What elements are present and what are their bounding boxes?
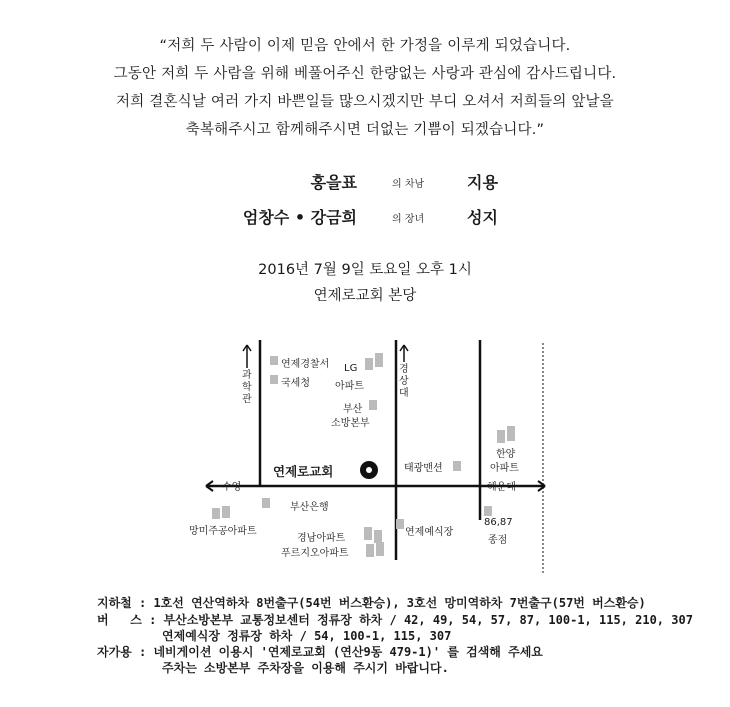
place-bus-1: 86,87 bbox=[484, 517, 513, 528]
directions-bus: 버 스 : 부산소방본부 교통정보센터 정류장 하차 / 42, 49, 54, 57, 87, 100-1, 115, 210, 307 bbox=[97, 613, 693, 627]
place-hanyang-2: 아파트 bbox=[490, 463, 519, 474]
place-prugio: 푸르지오아파트 bbox=[281, 548, 349, 559]
message-line-2: 그동안 저희 두 사람을 위해 베풀어주신 한량없는 사랑과 관심에 감사드립니다. bbox=[113, 66, 617, 82]
venue-label: 연제로교회 bbox=[273, 464, 334, 479]
place-fire-2: 소방본부 bbox=[331, 418, 370, 429]
message-line-1: “저희 두 사람이 이제 믿음 안에서 한 가정을 이루게 되었습니다. bbox=[159, 38, 571, 54]
place-mangmi: 망미주공아파트 bbox=[189, 526, 257, 537]
place-tax-office: 국세청 bbox=[281, 378, 310, 389]
bride-parents: 엄창수 • 강금희 bbox=[242, 208, 357, 227]
bride-relation: 의 장녀 bbox=[392, 214, 425, 225]
message-line-3: 저희 결혼식날 여러 가지 바쁜일들 많으시겠지만 부디 오셔서 저희들의 앞날을 bbox=[116, 94, 614, 110]
bride-name: 성지 bbox=[467, 208, 498, 227]
place-busan-bank: 부산은행 bbox=[290, 502, 329, 513]
place-lg-2: 아파트 bbox=[335, 381, 364, 392]
road-label-left: 수영 bbox=[222, 482, 242, 493]
event-datetime: 2016년 7월 9일 토요일 오후 1시 bbox=[258, 262, 472, 278]
directions-bus-2: 연제예식장 정류장 하차 / 54, 100-1, 115, 307 bbox=[97, 629, 452, 643]
road-label-east: 경상대 bbox=[399, 364, 409, 399]
directions-subway: 지하철 : 1호선 연산역하차 8번출구(54번 버스환승), 3호선 망미역하차 7번출구(57번 버스환승) bbox=[97, 596, 646, 610]
place-gyeongnam: 경남아파트 bbox=[297, 533, 346, 544]
place-police: 연제경찰서 bbox=[281, 359, 330, 370]
event-venue: 연제로교회 본당 bbox=[313, 288, 417, 304]
place-fire-1: 부산 bbox=[343, 404, 363, 415]
directions-car: 자가용 : 네비게이션 이용시 '연제로교회 (연산9동 479-1)' 를 검색해 주세요 bbox=[97, 645, 543, 659]
message-line-4: 축복해주시고 함께해주시면 더없는 기쁨이 되겠습니다.” bbox=[185, 122, 545, 138]
road-label-right: 해운대 bbox=[487, 482, 516, 493]
place-hanyang-1: 한양 bbox=[496, 449, 516, 460]
groom-parents: 홍을표 bbox=[310, 173, 357, 192]
groom-relation: 의 차남 bbox=[392, 179, 425, 190]
place-lg-1: LG bbox=[344, 363, 358, 374]
place-wedding-hall: 연제예식장 bbox=[405, 527, 454, 538]
place-taegwang: 태광맨션 bbox=[404, 463, 443, 474]
groom-name: 지용 bbox=[467, 173, 498, 192]
place-bus-2: 종점 bbox=[488, 535, 508, 546]
road-label-west: 과학관 bbox=[242, 370, 252, 405]
directions-parking: 주차는 소방본부 주차장을 이용해 주시기 바랍니다. bbox=[97, 661, 449, 675]
